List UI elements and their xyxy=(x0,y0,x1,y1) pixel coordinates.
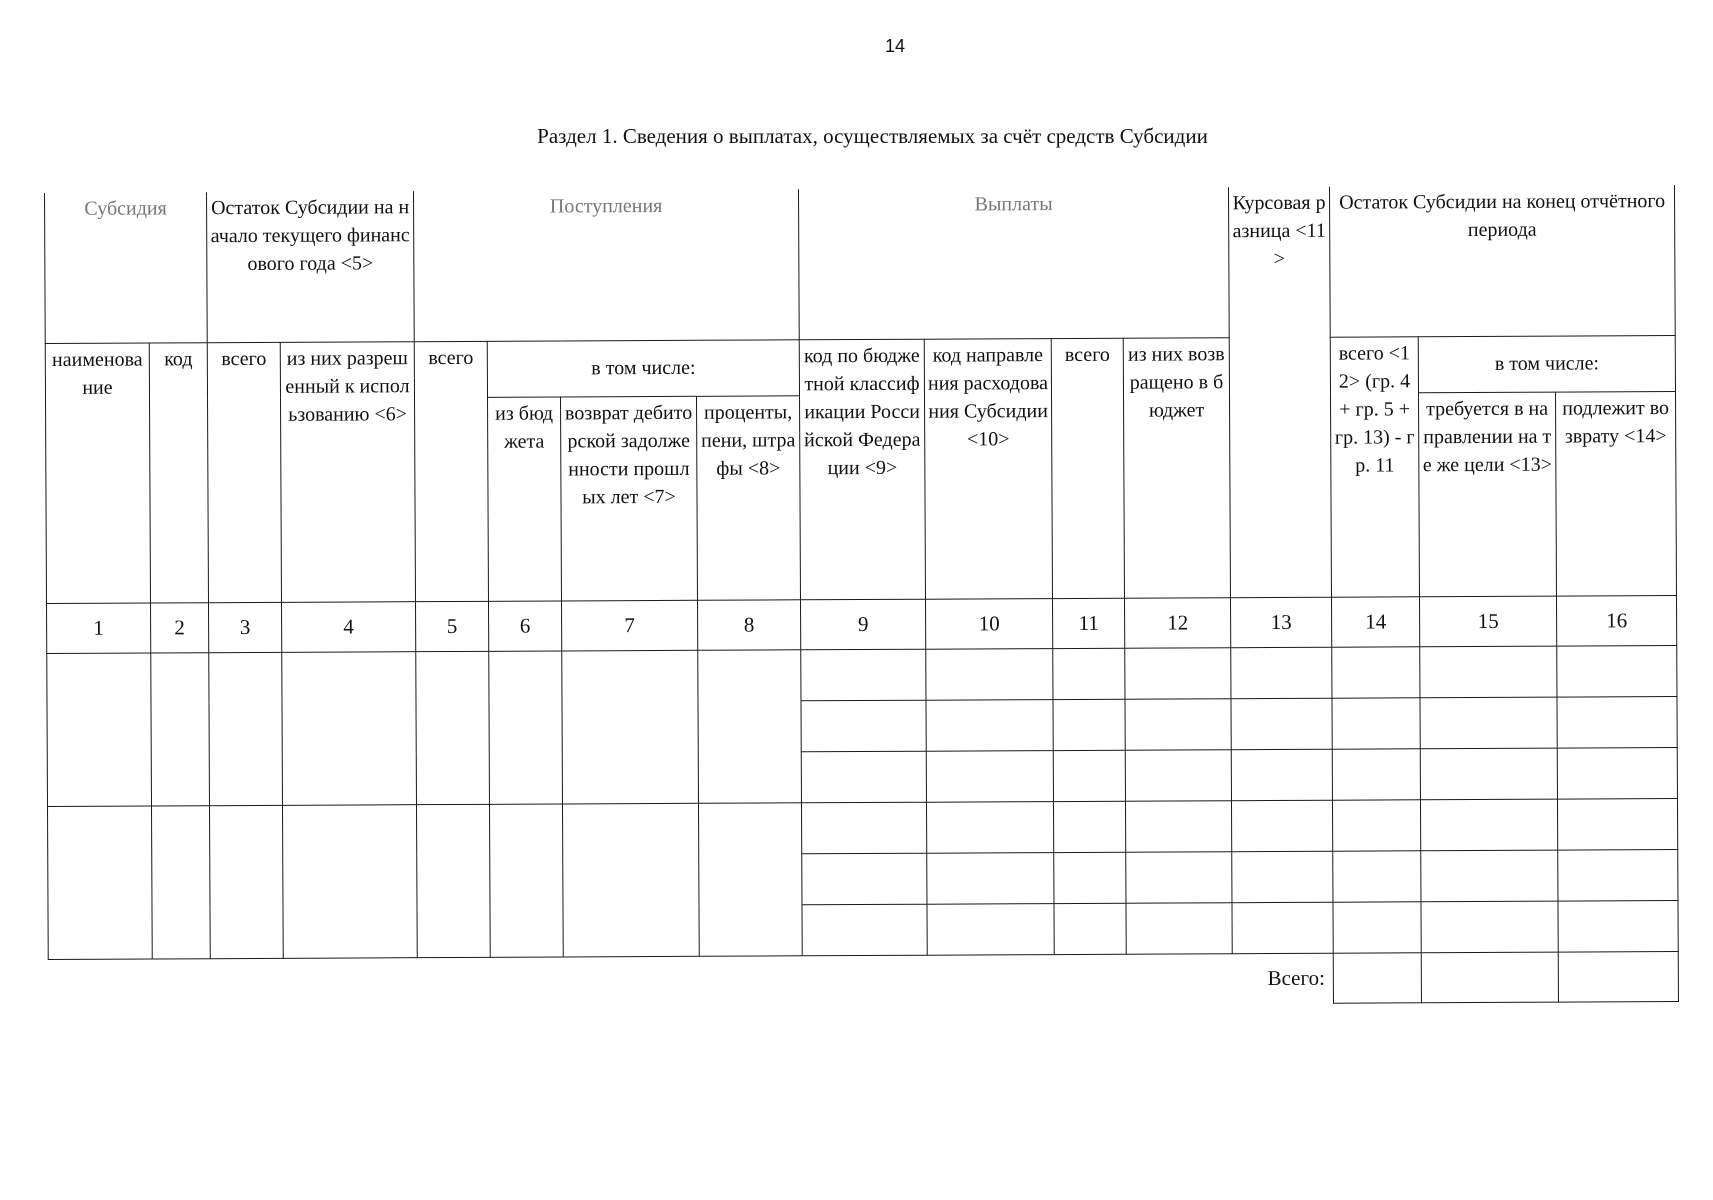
table-cell[interactable] xyxy=(1126,902,1232,954)
table-cell[interactable] xyxy=(1558,900,1678,952)
table-cell[interactable] xyxy=(926,750,1053,802)
header-end-including: в том числе: xyxy=(1418,335,1675,392)
column-number: 3 xyxy=(209,602,282,652)
table-cell[interactable] xyxy=(490,803,564,956)
table-cell[interactable] xyxy=(802,802,927,854)
section-title: Раздел 1. Сведения о выплатах, осуществляемых за счёт средств Субсидии xyxy=(537,124,1208,148)
column-number: 5 xyxy=(416,601,489,651)
column-number: 10 xyxy=(926,598,1053,649)
table-cell[interactable] xyxy=(1558,849,1678,901)
column-number: 4 xyxy=(282,601,416,652)
total-cell[interactable] xyxy=(1333,952,1421,1002)
table-cell[interactable] xyxy=(562,650,699,804)
table-cell[interactable] xyxy=(416,651,490,804)
header-payments-total: всего xyxy=(1051,338,1124,598)
table-cell[interactable] xyxy=(1053,699,1125,750)
group-subsidy: Субсидия xyxy=(44,192,207,343)
header-interest: проценты, пени, штрафы <8> xyxy=(697,395,801,600)
table-cell[interactable] xyxy=(699,802,803,956)
table-cell[interactable] xyxy=(1557,747,1677,799)
table-cell[interactable] xyxy=(927,852,1054,904)
table-cell[interactable] xyxy=(1231,698,1332,749)
table-cell[interactable] xyxy=(151,805,210,958)
table-cell[interactable] xyxy=(1333,799,1421,850)
column-number: 12 xyxy=(1125,597,1231,648)
group-end-balance: Остаток Субсидии на конец отчётного периода xyxy=(1330,185,1676,337)
table-cell[interactable] xyxy=(1054,852,1126,903)
header-code: код xyxy=(149,342,208,602)
header-direction-code: код направления расходования Субсидии <10> xyxy=(924,338,1052,599)
table-cell[interactable] xyxy=(801,751,926,803)
table-row xyxy=(47,798,1677,857)
table-cell[interactable] xyxy=(1231,749,1332,800)
header-receipts-including: в том числе: xyxy=(487,339,799,397)
table-cell[interactable] xyxy=(1332,646,1420,697)
column-number: 9 xyxy=(801,599,926,650)
table-cell[interactable] xyxy=(1125,698,1231,750)
table-cell[interactable] xyxy=(1557,696,1677,748)
table-cell[interactable] xyxy=(1557,645,1677,697)
table-cell[interactable] xyxy=(1054,801,1126,852)
header-required-same: требуется в направлении на те же цели <13> xyxy=(1419,392,1557,597)
column-number: 2 xyxy=(151,602,209,652)
table-cell[interactable] xyxy=(1333,901,1421,952)
header-to-return: подлежит возврату <14> xyxy=(1556,391,1677,596)
table-cell[interactable] xyxy=(698,649,802,803)
column-number: 14 xyxy=(1332,596,1420,646)
group-header-row xyxy=(44,185,1675,343)
table-cell[interactable] xyxy=(1232,851,1333,902)
column-number: 8 xyxy=(698,599,801,650)
column-number: 1 xyxy=(47,602,151,653)
group-exchange-difference: Курсовая разница <11> xyxy=(1229,187,1332,597)
total-cell[interactable] xyxy=(1558,951,1678,1002)
table-cell[interactable] xyxy=(1053,648,1125,699)
table-cell[interactable] xyxy=(1332,697,1420,748)
table-cell[interactable] xyxy=(47,652,152,806)
table-cell[interactable] xyxy=(1332,748,1420,799)
total-label: Всего: xyxy=(1267,965,1325,991)
table-cell[interactable] xyxy=(489,650,563,803)
header-name: наименование xyxy=(45,342,150,603)
column-number: 13 xyxy=(1231,597,1332,647)
table-cell[interactable] xyxy=(1125,749,1231,801)
table-cell[interactable] xyxy=(1420,748,1557,800)
header-receipts-total: всего xyxy=(414,341,488,601)
header-budget-class-code: код по бюджетной классификации Российской Федерации <9> xyxy=(799,339,925,600)
table-cell[interactable] xyxy=(1421,850,1558,902)
column-number-row xyxy=(47,595,1677,653)
table-cell[interactable] xyxy=(1232,800,1333,851)
table-row xyxy=(47,645,1677,704)
table-cell[interactable] xyxy=(563,803,700,957)
table-cell[interactable] xyxy=(1053,750,1125,801)
table-cell[interactable] xyxy=(1125,647,1231,699)
table-cell[interactable] xyxy=(151,652,210,805)
table-cell[interactable] xyxy=(47,805,152,959)
header-receivables-return: возврат дебиторской задолженности прошлых лет <7> xyxy=(561,396,698,601)
group-payments: Выплаты xyxy=(799,187,1230,339)
table-cell[interactable] xyxy=(927,903,1054,955)
subheader-row-1 xyxy=(45,335,1675,399)
table-cell[interactable] xyxy=(801,649,926,701)
table-cell[interactable] xyxy=(926,648,1053,700)
table-cell[interactable] xyxy=(1420,646,1557,698)
table-cell[interactable] xyxy=(1054,903,1126,954)
table-cell[interactable] xyxy=(1232,902,1333,953)
table-cell[interactable] xyxy=(1126,800,1232,852)
column-number: 7 xyxy=(562,600,698,651)
table-cell[interactable] xyxy=(802,853,927,905)
table-cell[interactable] xyxy=(1420,697,1557,749)
table-cell[interactable] xyxy=(927,801,1054,853)
header-from-budget: из бюджета xyxy=(488,396,562,600)
table-cell[interactable] xyxy=(210,805,284,958)
table-cell[interactable] xyxy=(283,804,418,958)
table-cell[interactable] xyxy=(209,652,283,805)
page-number: 14 xyxy=(884,36,906,56)
table-cell[interactable] xyxy=(801,700,926,752)
total-cell[interactable] xyxy=(1421,952,1558,1003)
table-cell[interactable] xyxy=(926,699,1053,751)
column-number: 11 xyxy=(1053,598,1125,648)
table-cell[interactable] xyxy=(802,904,927,956)
payments-table xyxy=(44,185,1679,1009)
group-start-balance: Остаток Субсидии на начало текущего финансового года <5> xyxy=(207,191,415,342)
table-cell[interactable] xyxy=(1421,901,1558,953)
header-start-total: всего xyxy=(207,342,281,602)
total-row xyxy=(48,951,1678,1009)
group-receipts: Поступления xyxy=(414,189,800,341)
header-start-allowed: из них разрешенный к использованию <6> xyxy=(280,341,415,602)
table-cell[interactable] xyxy=(417,804,491,957)
column-number: 6 xyxy=(489,600,562,650)
column-number: 16 xyxy=(1557,595,1677,646)
table-cell[interactable] xyxy=(1231,647,1332,698)
table-cell[interactable] xyxy=(1333,850,1421,901)
column-number: 15 xyxy=(1420,596,1557,647)
table-cell[interactable] xyxy=(1126,851,1232,903)
header-returned-to-budget: из них возвращено в бюджет xyxy=(1123,337,1230,598)
table-cell[interactable] xyxy=(1421,799,1558,851)
table-cell[interactable] xyxy=(282,651,417,805)
table-cell[interactable] xyxy=(1558,798,1678,850)
header-end-total: всего <12> (гр. 4 + гр. 5 + гр. 13) - гр. 11 xyxy=(1330,336,1419,596)
